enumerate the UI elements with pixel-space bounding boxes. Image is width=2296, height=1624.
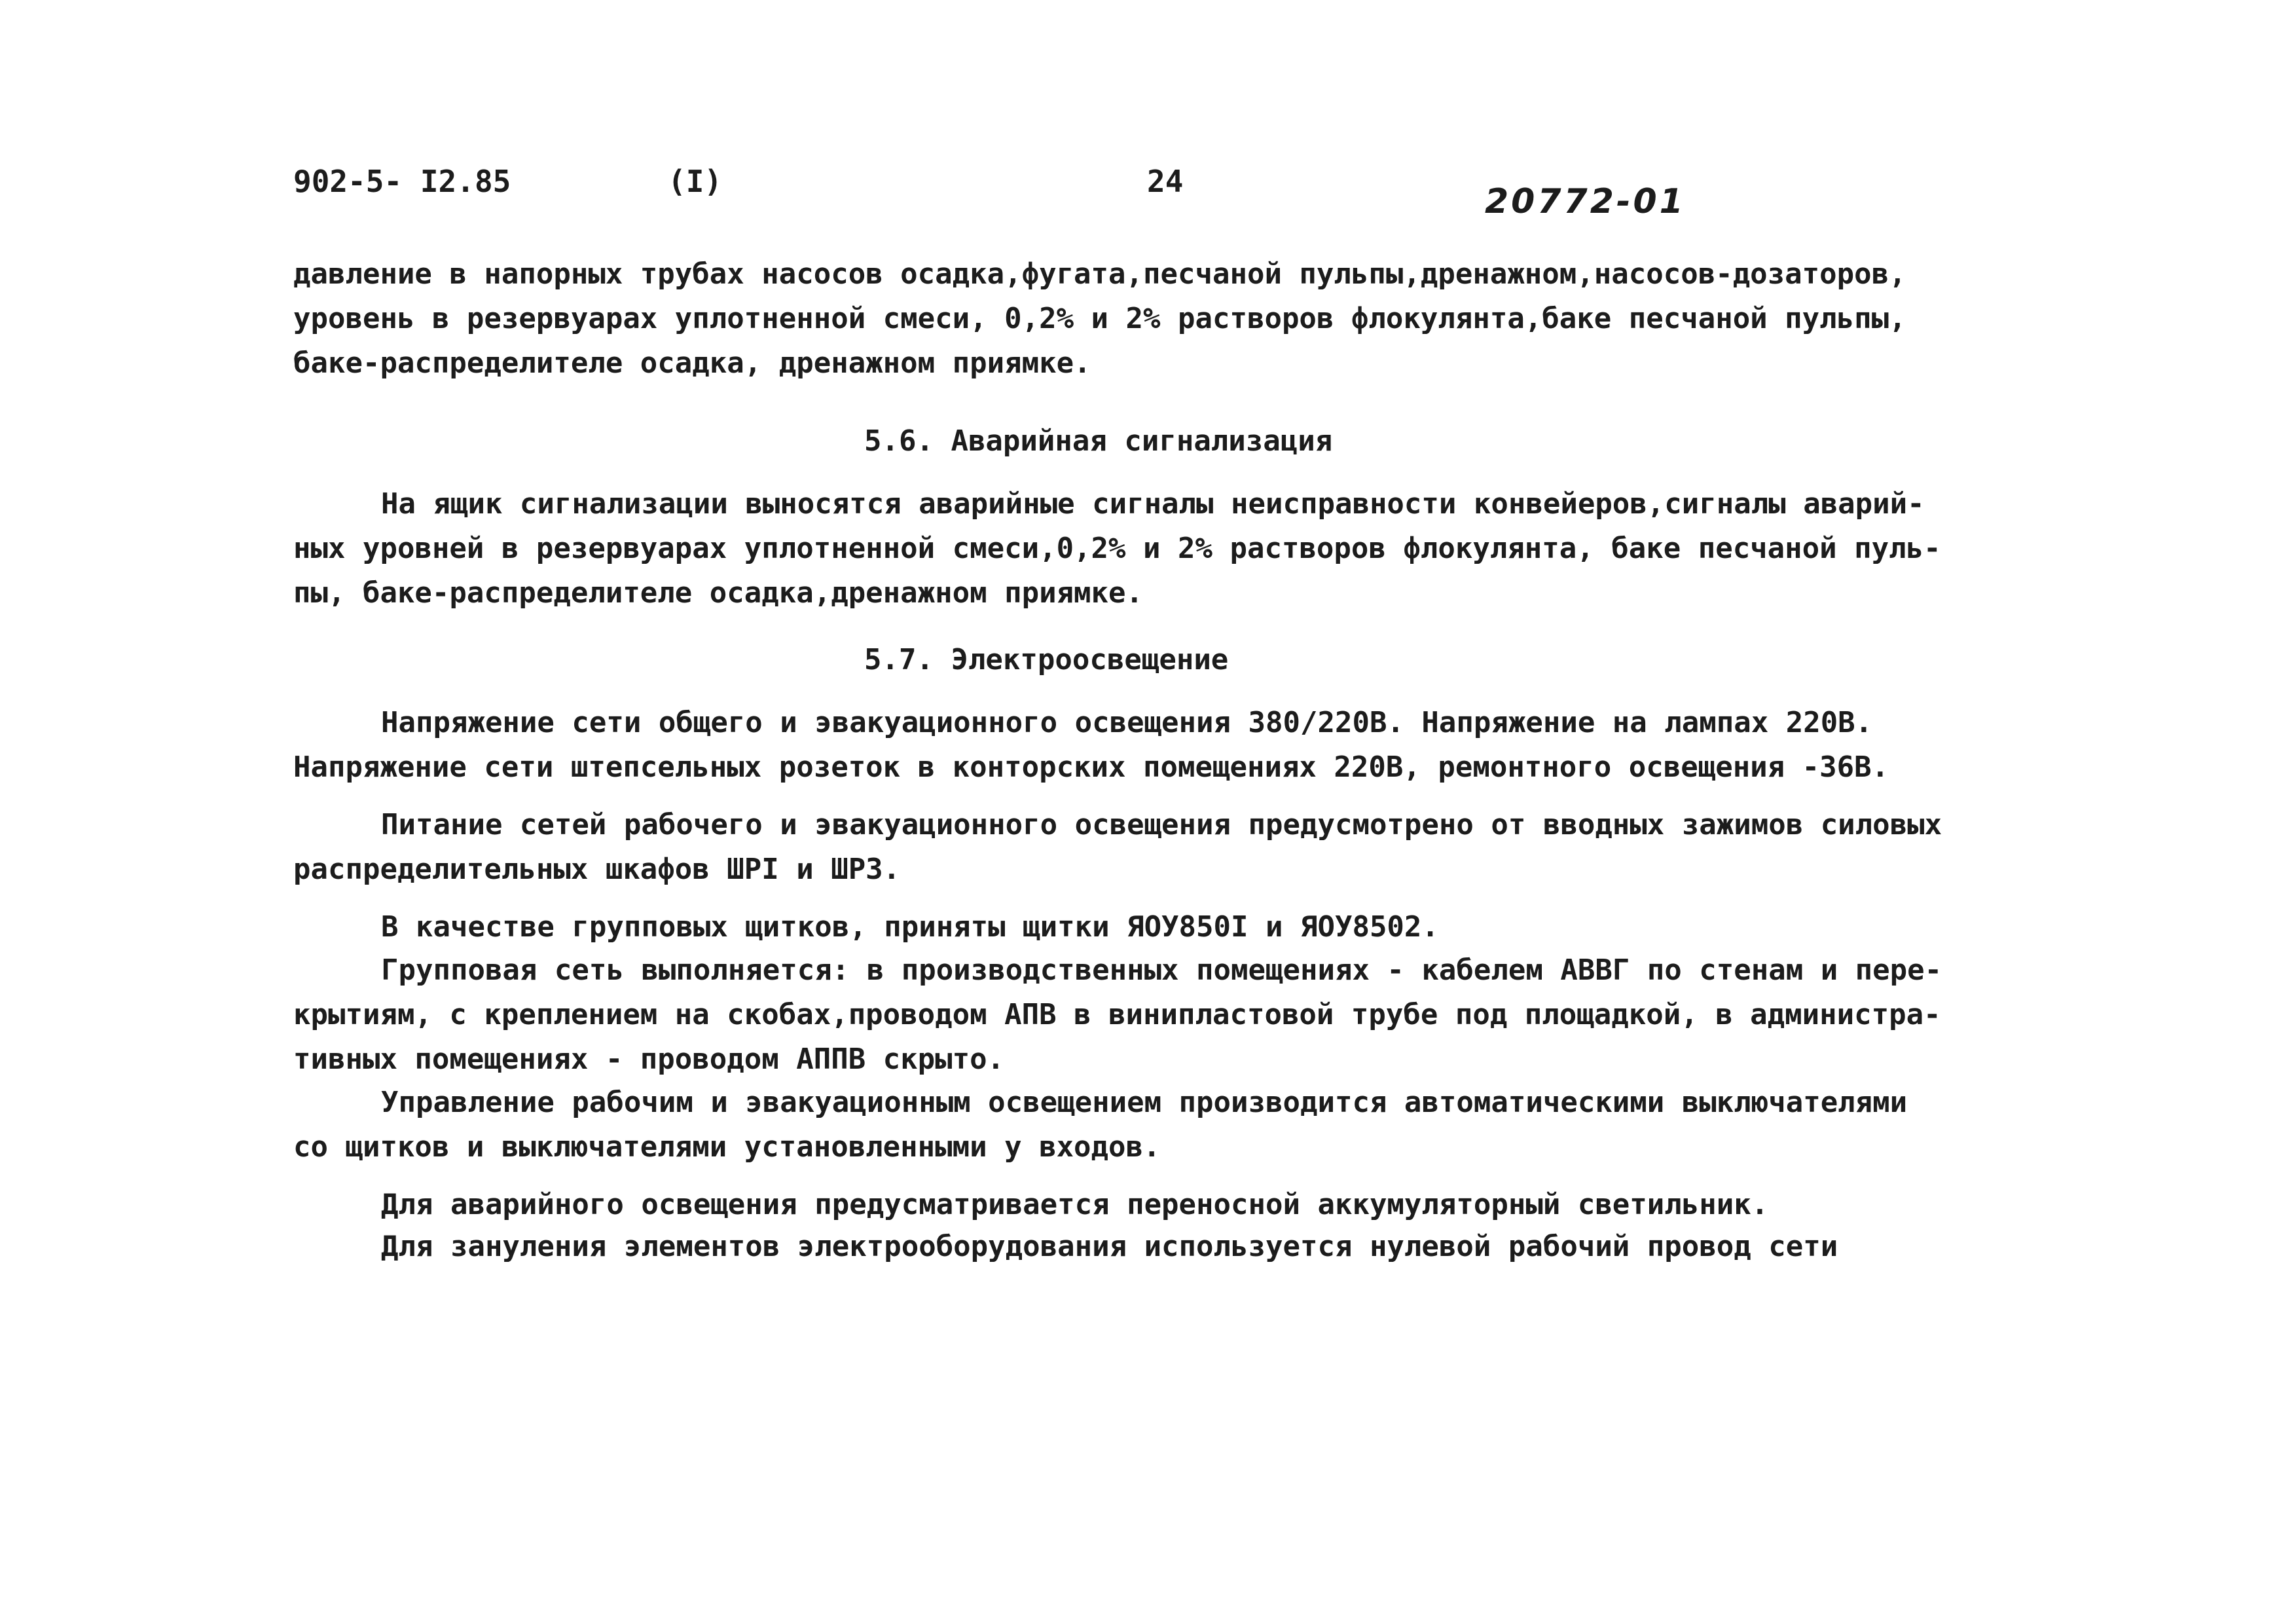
section-5-6-line-2: ных уровней в резервуарах уплотненной смеси,0,2% и 2% растворов флокулянта, баке песчаной пуль- [293,532,1941,565]
voltage-line-1: Напряжение сети общего и эвакуационного освещения 380/220В. Напряжение на лампах 220В. [381,706,1873,739]
supply-line-1: Питание сетей рабочего и эвакуационного освещения предусмотрено от вводных зажимов силовых [381,808,1942,841]
control-line-2: со щитков и выключателями установленными у входов. [293,1130,1161,1164]
emergency-lighting-line: Для аварийного освещения предусматривается переносной аккумуляторный светильник. [381,1188,1769,1221]
network-line-2: крытиям, с креплением на скобах,проводом АПВ в винипластовой трубе под площадкой, в администра- [293,998,1941,1031]
control-line-1: Управление рабочим и эвакуационным освещением производится автоматическими выключателями [381,1086,1908,1119]
intro-line-1: давление в напорных трубах насосов осадка,фугата,песчаной пульпы,дренажном,насосов-дозаторов, [293,257,1906,291]
voltage-line-2: Напряжение сети штепсельных розеток в конторских помещениях 220В, ремонтного освещения -36В. [293,750,1889,784]
section-5-6-line-1: На ящик сигнализации выносятся аварийные сигналы неисправности конвейеров,сигналы аварий- [381,487,1925,521]
document-part: (I) [668,164,723,199]
network-line-1: Групповая сеть выполняется: в производственных помещениях - кабелем АВВГ по стенам и пере- [381,953,1942,987]
panels-line-1: В качестве групповых щитков, приняты щитки ЯОУ850I и ЯОУ8502. [381,910,1439,944]
intro-line-2: уровень в резервуарах уплотненной смеси, 0,2% и 2% растворов флокулянта,баке песчаной пульпы, [293,302,1906,335]
network-line-3: тивных помещениях - проводом АППВ скрыто. [293,1043,1005,1076]
section-5-6-line-3: пы, баке-распределителе осадка,дренажном приямке. [293,576,1144,610]
supply-line-2: распределительных шкафов ШРI и ШР3. [293,853,901,886]
handwritten-inventory-number: 20772-01 [1485,182,1686,221]
section-5-6-heading: 5.6. Аварийная сигнализация [864,424,1333,458]
intro-line-3: баке-распределителе осадка, дренажном приямке. [293,346,1091,380]
document-code: 902-5- I2.85 [293,164,511,199]
page-number: 24 [1147,164,1184,199]
grounding-line: Для зануления элементов электрооборудования используется нулевой рабочий провод сети [381,1230,1838,1263]
section-5-7-heading: 5.7. Электроосвещение [864,643,1229,676]
